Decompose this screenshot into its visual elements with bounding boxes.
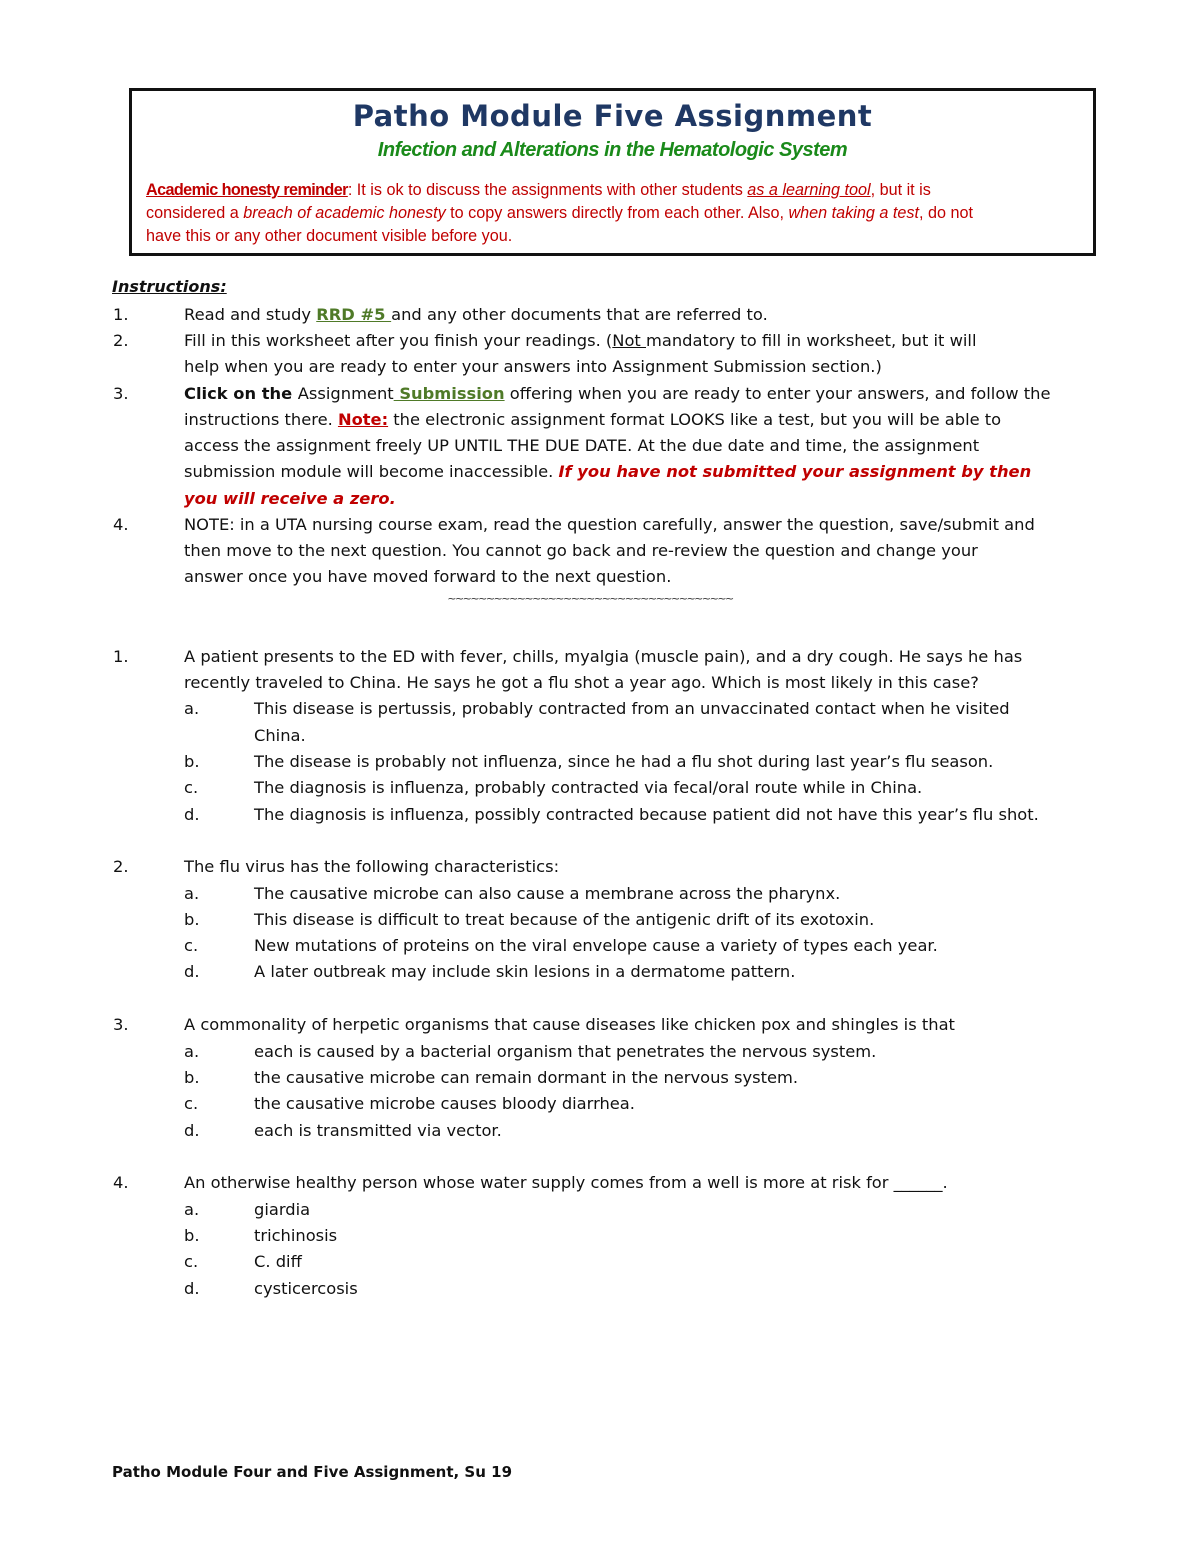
reminder-emphasis: breach of academic honesty xyxy=(243,204,446,222)
question-number: 4. xyxy=(113,1173,129,1192)
option-text: the causative microbe can remain dormant in the nervous system. xyxy=(254,1068,799,1087)
option-text: each is transmitted via vector. xyxy=(254,1121,502,1140)
reminder-text: , do not xyxy=(918,204,973,222)
instruction-number: 1. xyxy=(113,305,129,324)
option-letter: b. xyxy=(184,1226,200,1245)
instruction-item-cont: then move to the next question. You cannot go back and re-review the question and change your xyxy=(184,541,978,560)
question-number: 1. xyxy=(113,647,129,666)
instructions-heading: Instructions: xyxy=(112,277,227,296)
option-letter: a. xyxy=(184,1200,200,1219)
zero-warning: If you have not submitted your assignment by then xyxy=(558,462,1032,481)
separator: ~~~~~~~~~~~~~~~~~~~~~~~~~~~~~~~~~~~~~ xyxy=(447,592,733,605)
instruction-item-cont: answer once you have moved forward to the next question. xyxy=(184,567,672,586)
option-letter: d. xyxy=(184,962,200,981)
page-footer: Patho Module Four and Five Assignment, Su 19 xyxy=(112,1463,513,1481)
option-text: cysticercosis xyxy=(254,1279,358,1298)
option-letter: d. xyxy=(184,805,200,824)
option-letter: c. xyxy=(184,936,199,955)
reminder-text: considered a xyxy=(146,204,244,222)
question-text: An otherwise healthy person whose water supply comes from a well is more at risk for ______. xyxy=(184,1173,948,1192)
option-letter: c. xyxy=(184,778,199,797)
option-text: trichinosis xyxy=(254,1226,338,1245)
option-letter: b. xyxy=(184,752,200,771)
question-text: The flu virus has the following characteristics: xyxy=(184,857,560,876)
instruction-item-cont: instructions there. Note: the electronic assignment format LOOKS like a test, but you will be able to xyxy=(184,410,1002,429)
option-text: giardia xyxy=(254,1200,311,1219)
question-number: 3. xyxy=(113,1015,129,1034)
reminder-text: have this or any other document visible before you. xyxy=(146,227,513,245)
question-text: A patient presents to the ED with fever, chills, myalgia (muscle pain), and a dry cough. He says he has xyxy=(184,647,1023,666)
page-subtitle: Infection and Alterations in the Hematologic System xyxy=(377,139,848,161)
option-text: New mutations of proteins on the viral envelope cause a variety of types each year. xyxy=(254,936,938,955)
reminder-text: , but it is xyxy=(870,181,931,199)
option-letter: b. xyxy=(184,1068,200,1087)
option-text: The diagnosis is influenza, possibly contracted because patient did not have this year’s flu shot. xyxy=(254,805,1039,824)
instruction-item: Click on the Assignment Submission offering when you are ready to enter your answers, and follow the xyxy=(184,384,1051,403)
question-text: A commonality of herpetic organisms that cause diseases like chicken pox and shingles is that xyxy=(184,1015,955,1034)
submission-link[interactable]: Submission xyxy=(393,384,505,403)
header-box xyxy=(129,88,1096,256)
instruction-item: Read and study RRD #5 and any other documents that are referred to. xyxy=(184,305,768,324)
option-letter: a. xyxy=(184,699,200,718)
option-letter: c. xyxy=(184,1252,199,1271)
instruction-number: 3. xyxy=(113,384,129,403)
instruction-item: Fill in this worksheet after you finish your readings. (Not mandatory to fill in worksheet, but it will xyxy=(184,331,977,350)
option-letter: d. xyxy=(184,1279,200,1298)
instruction-item: NOTE: in a UTA nursing course exam, read the question carefully, answer the question, save/submit and xyxy=(184,515,1035,534)
option-text: The diagnosis is influenza, probably contracted via fecal/oral route while in China. xyxy=(254,778,923,797)
question-number: 2. xyxy=(113,857,129,876)
option-text: The causative microbe can also cause a membrane across the pharynx. xyxy=(254,884,841,903)
option-text: A later outbreak may include skin lesions in a dermatome pattern. xyxy=(254,962,796,981)
honesty-reminder xyxy=(146,179,1073,248)
option-text: each is caused by a bacterial organism that penetrates the nervous system. xyxy=(254,1042,877,1061)
reminder-text: to copy answers directly from each other. Also, xyxy=(445,204,789,222)
page-title: Patho Module Five Assignment xyxy=(352,99,873,133)
instruction-item-cont: submission module will become inaccessible. If you have not submitted your assignment by then xyxy=(184,462,1032,481)
instruction-item-cont: help when you are ready to enter your answers into Assignment Submission section.) xyxy=(184,357,882,376)
zero-warning-cont: you will receive a zero. xyxy=(184,489,396,508)
option-letter: a. xyxy=(184,1042,200,1061)
reminder-emphasis: as a learning tool xyxy=(747,181,871,199)
option-text: This disease is pertussis, probably contracted from an unvaccinated contact when he visited xyxy=(254,699,1010,718)
option-letter: b. xyxy=(184,910,200,929)
reminder-emphasis: when taking a test xyxy=(788,204,919,222)
rrd-link[interactable]: RRD #5 xyxy=(316,305,392,324)
option-letter: a. xyxy=(184,884,200,903)
instruction-number: 4. xyxy=(113,515,129,534)
reminder-label: Academic honesty reminder xyxy=(146,181,348,199)
option-text: C. diff xyxy=(254,1252,302,1271)
note-label: Note: xyxy=(337,410,389,429)
instruction-item-cont: access the assignment freely UP UNTIL THE DUE DATE. At the due date and time, the assignment xyxy=(184,436,980,455)
option-letter: d. xyxy=(184,1121,200,1140)
option-text: This disease is difficult to treat because of the antigenic drift of its exotoxin. xyxy=(254,910,875,929)
option-text: China. xyxy=(254,726,306,745)
option-letter: c. xyxy=(184,1094,199,1113)
question-text: recently traveled to China. He says he got a flu shot a year ago. Which is most likely in this case? xyxy=(184,673,979,692)
option-text: The disease is probably not influenza, since he had a flu shot during last year’s flu season. xyxy=(254,752,994,771)
instruction-number: 2. xyxy=(113,331,129,350)
option-text: the causative microbe causes bloody diarrhea. xyxy=(254,1094,635,1113)
reminder-text: : It is ok to discuss the assignments with other students xyxy=(347,181,748,199)
